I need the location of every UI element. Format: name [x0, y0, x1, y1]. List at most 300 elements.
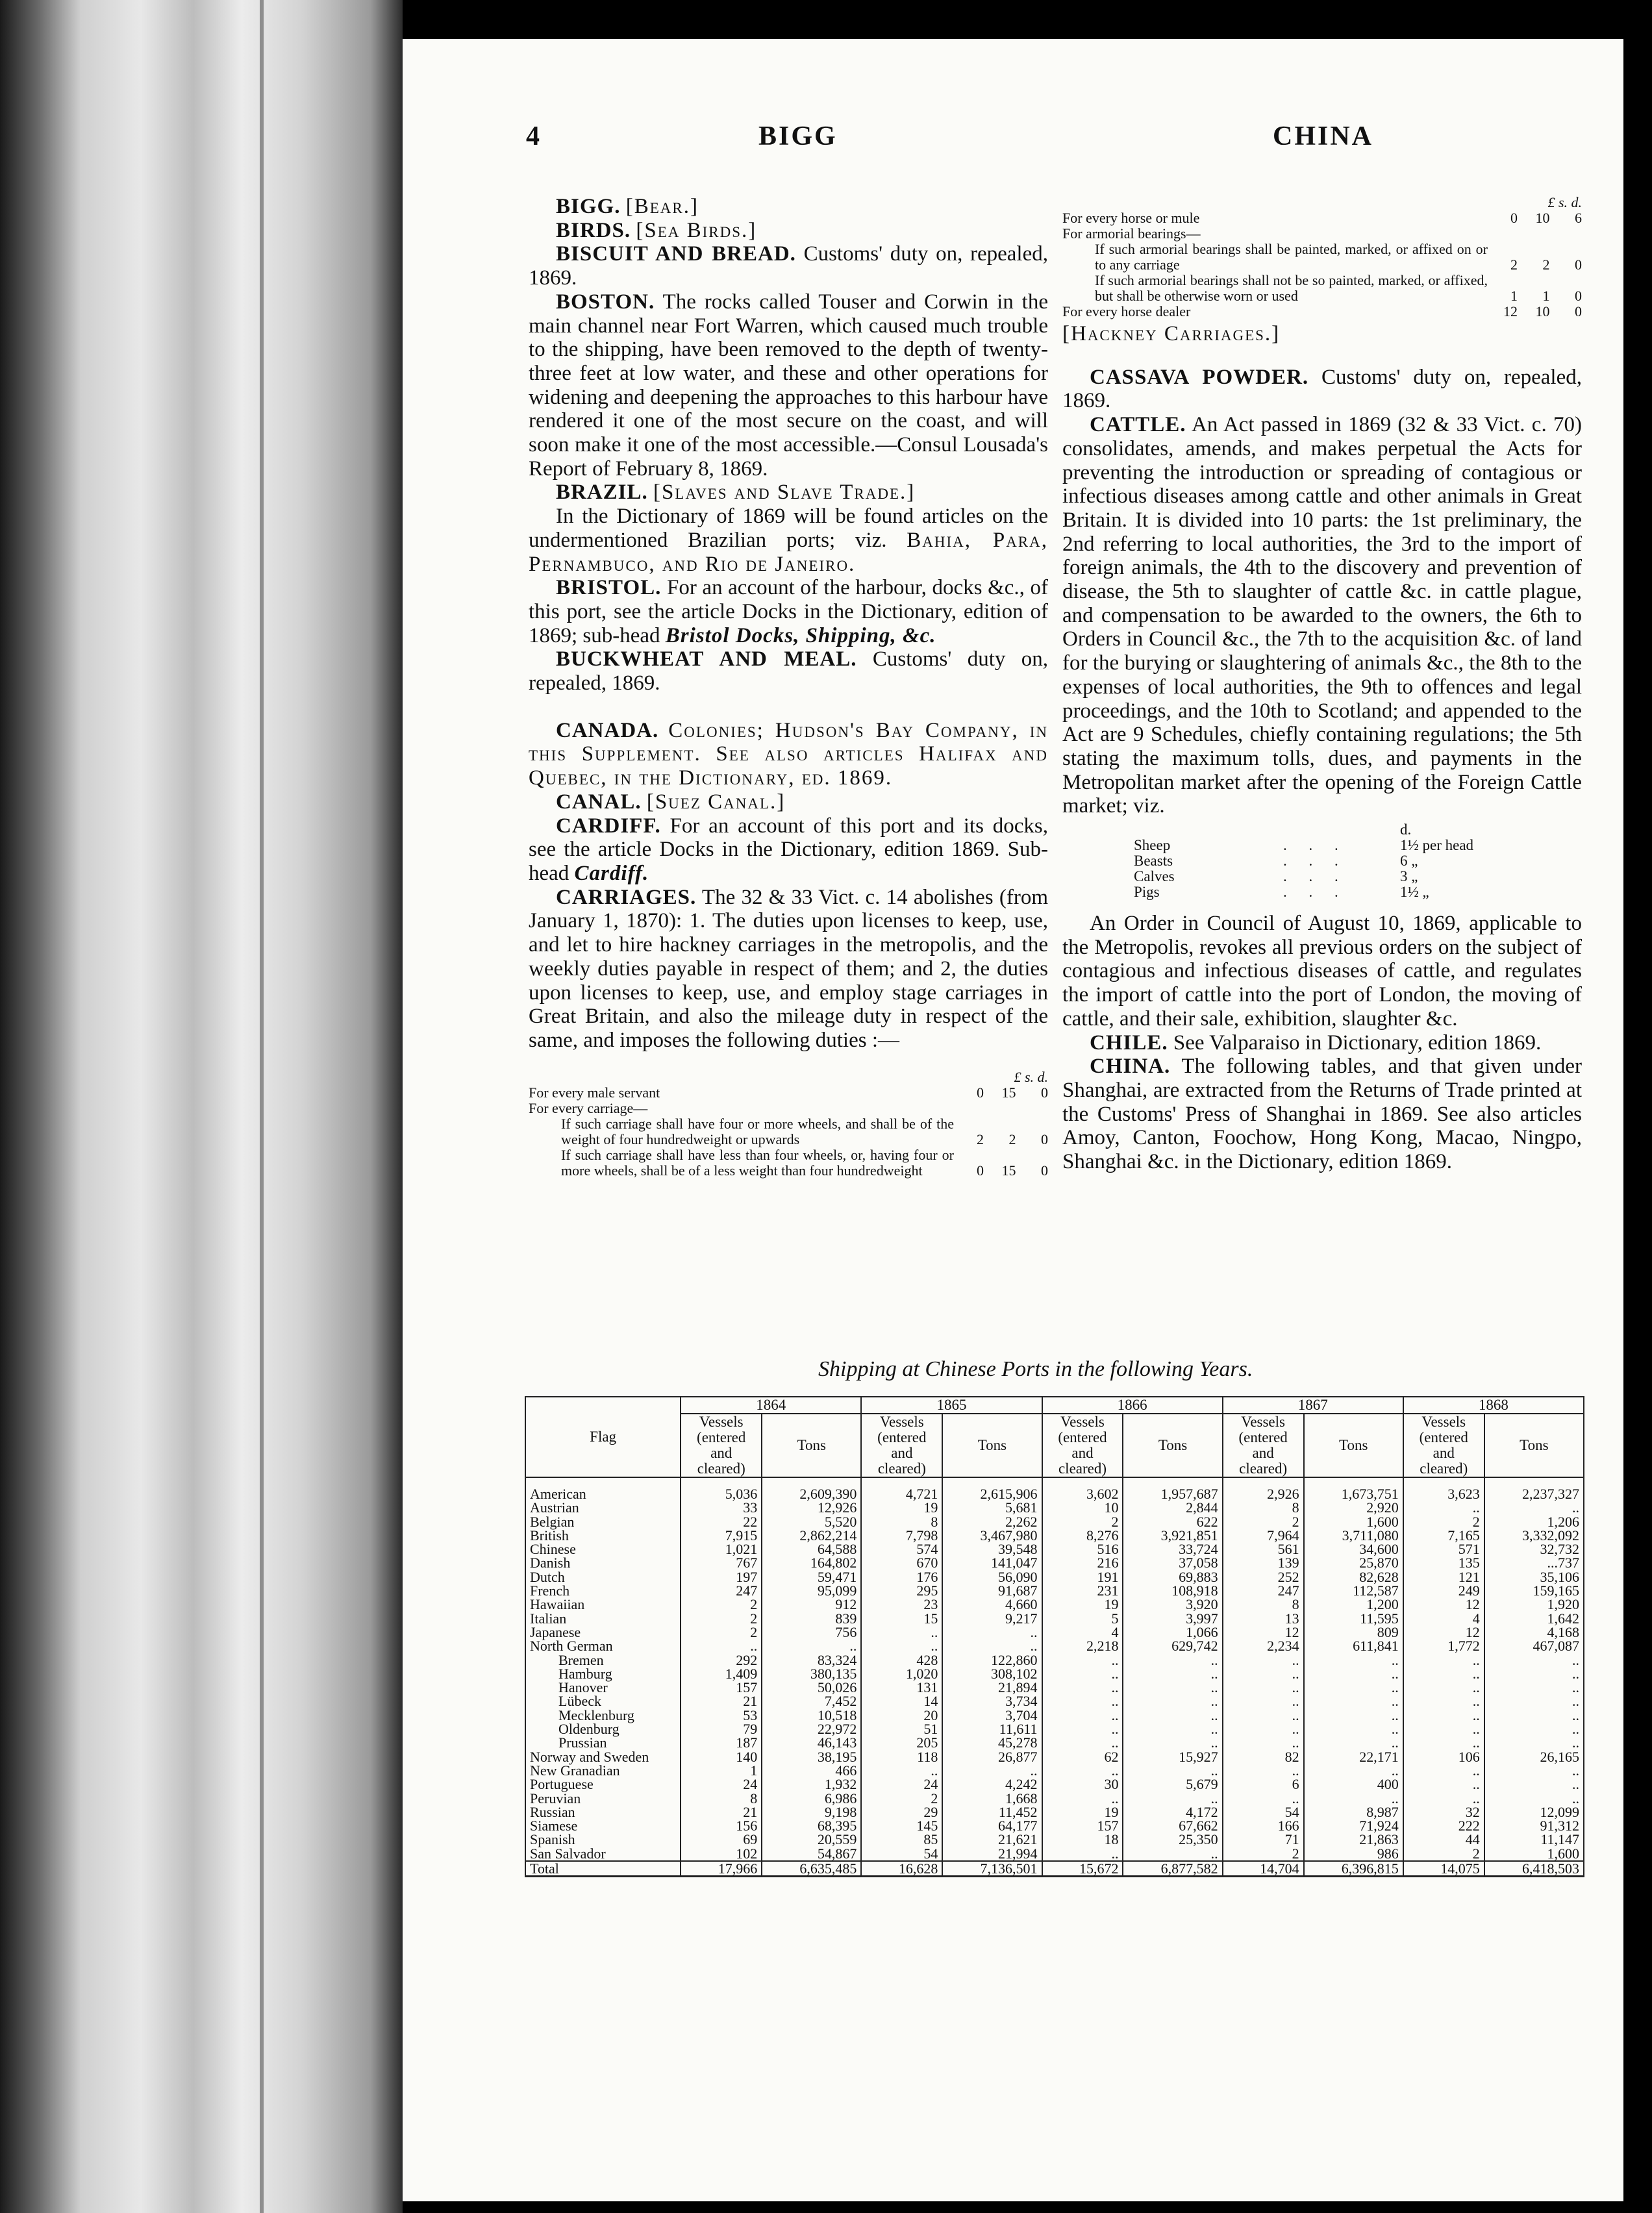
- flag-header: Flag: [525, 1397, 681, 1477]
- fee-pence: 0: [1575, 256, 1582, 273]
- fee-label: For every horse dealer: [1062, 303, 1191, 319]
- port-list: Bahia, Para, Pernambuco, and Rio de Janeiro.: [529, 528, 1049, 576]
- flag-cell: North German: [525, 1639, 681, 1653]
- tons-cell: ..: [1304, 1764, 1403, 1777]
- entry-cardiff: [529, 814, 1048, 886]
- vessels-cell: 2: [861, 1792, 942, 1805]
- vessels-cell: 13: [1223, 1612, 1304, 1625]
- vessels-cell: 102: [681, 1847, 762, 1861]
- year-header: 1868: [1403, 1397, 1584, 1414]
- entry-head: CHINA.: [1090, 1055, 1171, 1079]
- tons-cell: 33,724: [1123, 1542, 1222, 1556]
- entry-birds: [529, 219, 1048, 243]
- vessels-cell: 20: [861, 1708, 942, 1722]
- vessels-header: Vessels (entered and cleared): [1042, 1414, 1123, 1477]
- shipping-table: [525, 1396, 1584, 1877]
- tons-cell: 6,877,582: [1123, 1861, 1222, 1877]
- tons-cell: 11,147: [1484, 1832, 1584, 1846]
- entry-subhead: Bristol Docks, Shipping, &c.: [665, 623, 936, 647]
- tons-cell: ..: [942, 1764, 1042, 1777]
- tons-cell: 54,867: [762, 1847, 861, 1861]
- fee-row: [529, 1116, 1048, 1147]
- market-rates-table: [1134, 822, 1497, 900]
- vessels-cell: 118: [861, 1750, 942, 1764]
- fee-row: [529, 1085, 1048, 1101]
- vessels-cell: 3,602: [1042, 1477, 1123, 1501]
- vessels-cell: ..: [861, 1625, 942, 1639]
- vessels-cell: 7,915: [681, 1529, 762, 1542]
- rate-animal: Calves: [1134, 868, 1175, 885]
- tons-cell: ..: [1123, 1847, 1222, 1861]
- table-row: [525, 1570, 1584, 1584]
- vessels-cell: 166: [1223, 1819, 1304, 1832]
- vessels-cell: 574: [861, 1542, 942, 1556]
- vessels-cell: 10: [1042, 1501, 1123, 1514]
- vessels-cell: ..: [1223, 1722, 1304, 1736]
- year-header: 1867: [1223, 1397, 1403, 1414]
- tons-cell: 20,559: [762, 1832, 861, 1846]
- table-row: [525, 1777, 1584, 1791]
- shipping-table-body: [525, 1477, 1584, 1877]
- entry-brazil: [529, 481, 1048, 505]
- flag-cell: Spanish: [525, 1832, 681, 1846]
- vessels-cell: 2,234: [1223, 1639, 1304, 1653]
- vessels-cell: 205: [861, 1736, 942, 1749]
- tons-cell: 2,615,906: [942, 1477, 1042, 1501]
- vessels-cell: 24: [861, 1777, 942, 1791]
- vessels-cell: 670: [861, 1556, 942, 1569]
- tons-cell: ..: [1123, 1694, 1222, 1708]
- tons-cell: ..: [1484, 1722, 1584, 1736]
- tons-cell: 2,862,214: [762, 1529, 861, 1542]
- flag-cell: Bremen: [525, 1653, 681, 1667]
- vessels-cell: 231: [1042, 1584, 1123, 1597]
- tons-cell: 1,206: [1484, 1515, 1584, 1529]
- tons-cell: 7,452: [762, 1694, 861, 1708]
- table-row: [525, 1529, 1584, 1542]
- entry-text: The 32 & 33 Vict. c. 14 abolishes (from January 1, 1870): 1. The duties upon licenses to keep, use, and let to hire hackney carriages in the metropolis, and the weekly duties payable in respect of them; and 2, the duties upon licenses to keep, use, and employ stage carriages in Great Britain, and also the mileage duty in respect of the same, and imposes the following duties :—: [529, 885, 1048, 1052]
- tons-cell: 380,135: [762, 1667, 861, 1681]
- cross-reference: [Sea Birds.]: [636, 218, 757, 242]
- vessels-cell: 157: [1042, 1819, 1123, 1832]
- tons-cell: 3,711,080: [1304, 1529, 1403, 1542]
- tons-header: Tons: [1484, 1414, 1584, 1477]
- vessels-cell: ..: [1403, 1501, 1484, 1514]
- vessels-cell: 561: [1223, 1542, 1304, 1556]
- tons-cell: 9,198: [762, 1805, 861, 1819]
- entry-head: BRISTOL.: [556, 576, 662, 600]
- vessels-cell: 12: [1403, 1597, 1484, 1611]
- vessels-cell: 295: [861, 1584, 942, 1597]
- tons-cell: 308,102: [942, 1667, 1042, 1681]
- year-header: 1866: [1042, 1397, 1223, 1414]
- rate-animal: Beasts: [1134, 853, 1173, 869]
- vessels-cell: 249: [1403, 1584, 1484, 1597]
- tons-cell: 21,863: [1304, 1832, 1403, 1846]
- vessels-cell: 21: [681, 1805, 762, 1819]
- tons-cell: 15,927: [1123, 1750, 1222, 1764]
- entry-hackney-ref: [1062, 322, 1582, 346]
- tons-cell: 6,986: [762, 1792, 861, 1805]
- entry-china: [1062, 1055, 1582, 1174]
- tons-cell: ..: [1484, 1792, 1584, 1805]
- tons-cell: 986: [1304, 1847, 1403, 1861]
- flag-cell: British: [525, 1529, 681, 1542]
- rate-animal: Pigs: [1134, 884, 1160, 901]
- entry-canal: [529, 790, 1048, 814]
- vessels-cell: ..: [1042, 1722, 1123, 1736]
- flag-cell: Total: [525, 1861, 681, 1877]
- vessels-cell: ..: [1223, 1667, 1304, 1681]
- vessels-cell: 53: [681, 1708, 762, 1722]
- tons-cell: 26,165: [1484, 1750, 1584, 1764]
- entry-bigg: [529, 195, 1048, 219]
- flag-cell: Belgian: [525, 1515, 681, 1529]
- vessels-cell: ..: [1042, 1708, 1123, 1722]
- fee-pounds: 2: [977, 1131, 984, 1147]
- tons-cell: 108,918: [1123, 1584, 1222, 1597]
- vessels-cell: ..: [1403, 1681, 1484, 1694]
- tons-cell: ..: [1123, 1708, 1222, 1722]
- tons-cell: 4,242: [942, 1777, 1042, 1791]
- fee-pounds: 1: [1510, 288, 1518, 304]
- fee-label: If such carriage shall have less than four wheels, or, having four or more wheels, shall be of a less weight than four hundredweight: [561, 1146, 954, 1179]
- vessels-cell: ..: [1042, 1792, 1123, 1805]
- table-row: [525, 1736, 1584, 1749]
- vessels-cell: 767: [681, 1556, 762, 1569]
- vessels-cell: 14: [861, 1694, 942, 1708]
- entry-text: Colonies; Hudson's Bay Company, in this Supplement. See also articles Halifax and Quebec, in the Dictionary, ed. 1869.: [529, 718, 1049, 790]
- vessels-cell: 2: [1403, 1515, 1484, 1529]
- tons-cell: 8,987: [1304, 1805, 1403, 1819]
- vessels-cell: 30: [1042, 1777, 1123, 1791]
- vessels-cell: 1,409: [681, 1667, 762, 1681]
- entry-head: CHILE.: [1090, 1031, 1168, 1055]
- right-column: [1062, 195, 1582, 1174]
- vessels-cell: ..: [681, 1639, 762, 1653]
- vessels-cell: 7,798: [861, 1529, 942, 1542]
- vessels-cell: 2,926: [1223, 1477, 1304, 1501]
- fee-pence: 0: [1041, 1131, 1048, 1147]
- carriage-duties-table: [529, 1069, 1048, 1179]
- fee-label: For every horse or mule: [1062, 210, 1200, 226]
- vessels-cell: 23: [861, 1597, 942, 1611]
- vessels-cell: 2: [1042, 1515, 1123, 1529]
- fee-pence: 0: [1575, 288, 1582, 304]
- fee-shillings: 10: [1535, 210, 1550, 226]
- tons-cell: 3,997: [1123, 1612, 1222, 1625]
- table-row: [525, 1501, 1584, 1514]
- vessels-cell: 187: [681, 1736, 762, 1749]
- table-row: [525, 1764, 1584, 1777]
- tons-cell: ..: [1484, 1708, 1584, 1722]
- vessels-cell: 5: [1042, 1612, 1123, 1625]
- vessels-cell: 62: [1042, 1750, 1123, 1764]
- entry-head: BIGG.: [556, 195, 621, 218]
- table-row: [525, 1639, 1584, 1653]
- tons-cell: ..: [1123, 1722, 1222, 1736]
- vessels-header: Vessels (entered and cleared): [1223, 1414, 1304, 1477]
- flag-cell: Mecklenburg: [525, 1708, 681, 1722]
- flag-cell: Chinese: [525, 1542, 681, 1556]
- table-row: [525, 1477, 1584, 1501]
- vessels-cell: 16,628: [861, 1861, 942, 1877]
- fee-pounds: 12: [1503, 303, 1518, 319]
- vessels-cell: ..: [1042, 1667, 1123, 1681]
- vessels-cell: ..: [861, 1764, 942, 1777]
- fees-header: £ s. d.: [1547, 194, 1582, 210]
- vessels-cell: 292: [681, 1653, 762, 1667]
- entry-subhead: Cardiff.: [574, 861, 649, 885]
- vessels-cell: 4,721: [861, 1477, 942, 1501]
- tons-cell: ..: [1304, 1722, 1403, 1736]
- flag-cell: Peruvian: [525, 1792, 681, 1805]
- entry-head: CANADA.: [556, 718, 659, 742]
- flag-cell: Hawaiian: [525, 1597, 681, 1611]
- vessels-cell: ..: [1223, 1736, 1304, 1749]
- fee-row: [529, 1101, 1048, 1116]
- tons-cell: 756: [762, 1625, 861, 1639]
- vessels-cell: 2: [681, 1597, 762, 1611]
- vessels-cell: ..: [1042, 1847, 1123, 1861]
- vessels-cell: 19: [1042, 1805, 1123, 1819]
- table-row: [525, 1792, 1584, 1805]
- tons-cell: 39,548: [942, 1542, 1042, 1556]
- fee-label: If such armorial bearings shall be painted, marked, or affixed on or to any carriage: [1095, 241, 1488, 273]
- vessels-cell: 3,623: [1403, 1477, 1484, 1501]
- entry-head: CARRIAGES.: [556, 885, 697, 909]
- tons-cell: 839: [762, 1612, 861, 1625]
- entry-head: BRAZIL.: [556, 481, 648, 505]
- vessels-cell: 2: [681, 1625, 762, 1639]
- vessels-cell: 216: [1042, 1556, 1123, 1569]
- table-row: [525, 1694, 1584, 1708]
- tons-cell: ..: [1123, 1792, 1222, 1805]
- fee-pounds: 0: [977, 1162, 984, 1179]
- tons-cell: 4,172: [1123, 1805, 1222, 1819]
- vessels-cell: 2: [1223, 1515, 1304, 1529]
- tons-cell: 21,994: [942, 1847, 1042, 1861]
- flag-cell: Austrian: [525, 1501, 681, 1514]
- tons-cell: 3,704: [942, 1708, 1042, 1722]
- fee-pounds: 0: [977, 1084, 984, 1101]
- vessels-cell: 197: [681, 1570, 762, 1584]
- table-row: [525, 1542, 1584, 1556]
- cross-reference: [Bear.]: [625, 195, 699, 218]
- vessels-cell: 8: [681, 1792, 762, 1805]
- table-row: [525, 1750, 1584, 1764]
- vessels-cell: 131: [861, 1681, 942, 1694]
- rate-row: Pigs . . . 1½ „: [1134, 884, 1497, 900]
- fee-row: [1062, 273, 1582, 304]
- tons-cell: 112,587: [1304, 1584, 1403, 1597]
- table-row: [525, 1708, 1584, 1722]
- vessels-cell: 14,075: [1403, 1861, 1484, 1877]
- vessels-cell: 29: [861, 1805, 942, 1819]
- tons-cell: 10,518: [762, 1708, 861, 1722]
- rate-animal: Sheep: [1134, 837, 1171, 854]
- tons-cell: 11,595: [1304, 1612, 1403, 1625]
- entry-biscuit: [529, 242, 1048, 290]
- fee-shillings: 2: [1008, 1131, 1016, 1147]
- vessels-cell: 51: [861, 1722, 942, 1736]
- tons-cell: ..: [1484, 1667, 1584, 1681]
- tons-cell: 2,844: [1123, 1501, 1222, 1514]
- entry-carriages: [529, 886, 1048, 1053]
- table-row: [525, 1653, 1584, 1667]
- vessels-cell: 32: [1403, 1805, 1484, 1819]
- vessels-cell: 121: [1403, 1570, 1484, 1584]
- tons-cell: 141,047: [942, 1556, 1042, 1569]
- flag-cell: Oldenburg: [525, 1722, 681, 1736]
- vessels-cell: 8: [1223, 1501, 1304, 1514]
- entry-text: An Order in Council of August 10, 1869, applicable to the Metropolis, revokes all previous orders on the subject of contagious and infectious diseases of cattle, and regulates the import of cattle into the port of London, the moving of cattle, and their sale, exhibition, slaughter &c.: [1062, 912, 1582, 1031]
- vessels-cell: 19: [1042, 1597, 1123, 1611]
- tons-cell: ..: [1123, 1667, 1222, 1681]
- vessels-cell: 571: [1403, 1542, 1484, 1556]
- tons-cell: 83,324: [762, 1653, 861, 1667]
- tons-cell: 400: [1304, 1777, 1403, 1791]
- tons-cell: 1,668: [942, 1792, 1042, 1805]
- tons-cell: 6,635,485: [762, 1861, 861, 1877]
- tons-cell: 91,312: [1484, 1819, 1584, 1832]
- vessels-cell: 82: [1223, 1750, 1304, 1764]
- tons-cell: ...737: [1484, 1556, 1584, 1569]
- tons-cell: 1,920: [1484, 1597, 1584, 1611]
- vessels-cell: ..: [1403, 1722, 1484, 1736]
- year-header: 1864: [681, 1397, 861, 1414]
- tons-cell: ..: [1304, 1708, 1403, 1722]
- tons-cell: 21,894: [942, 1681, 1042, 1694]
- tons-cell: 25,870: [1304, 1556, 1403, 1569]
- flag-cell: Prussian: [525, 1736, 681, 1749]
- vessels-cell: ..: [1403, 1736, 1484, 1749]
- table-row: [525, 1832, 1584, 1846]
- entry-order: [1062, 912, 1582, 1031]
- fee-pence: 0: [1041, 1084, 1048, 1101]
- table-row: [525, 1556, 1584, 1569]
- vessels-cell: 156: [681, 1819, 762, 1832]
- vessels-cell: 4: [1403, 1612, 1484, 1625]
- entry-head: BOSTON.: [556, 290, 655, 314]
- fee-shillings: 10: [1535, 303, 1550, 319]
- vessels-cell: 4: [1042, 1625, 1123, 1639]
- flag-cell: Japanese: [525, 1625, 681, 1639]
- tons-cell: 912: [762, 1597, 861, 1611]
- vessels-cell: ..: [1223, 1681, 1304, 1694]
- vessels-cell: 8: [1223, 1597, 1304, 1611]
- running-head-left: BIGG: [758, 121, 838, 151]
- vessels-cell: 5,036: [681, 1477, 762, 1501]
- tons-cell: ..: [1304, 1736, 1403, 1749]
- tons-cell: 69,883: [1123, 1570, 1222, 1584]
- entry-cattle: [1062, 413, 1582, 818]
- vessels-cell: 44: [1403, 1832, 1484, 1846]
- rate-value: 3 „: [1400, 868, 1418, 885]
- tons-cell: 3,920: [1123, 1597, 1222, 1611]
- tons-cell: ..: [1304, 1667, 1403, 1681]
- tons-cell: 1,200: [1304, 1597, 1403, 1611]
- vessels-cell: ..: [1042, 1694, 1123, 1708]
- tons-cell: 3,734: [942, 1694, 1042, 1708]
- fee-row: [529, 1147, 1048, 1179]
- tons-cell: ..: [1123, 1653, 1222, 1667]
- tons-cell: 4,168: [1484, 1625, 1584, 1639]
- tons-cell: 164,802: [762, 1556, 861, 1569]
- rate-value: 6 „: [1400, 853, 1418, 869]
- tons-cell: ..: [762, 1639, 861, 1653]
- tons-cell: 2,237,327: [1484, 1477, 1584, 1501]
- fee-shillings: 2: [1542, 256, 1550, 273]
- table-row: [525, 1819, 1584, 1832]
- entry-head: BUCKWHEAT AND MEAL.: [556, 647, 857, 671]
- vessels-cell: 2: [681, 1612, 762, 1625]
- vessels-cell: 157: [681, 1681, 762, 1694]
- entry-text: See Valparaiso in Dictionary, edition 1869.: [1173, 1031, 1542, 1055]
- entry-canada: [529, 719, 1048, 790]
- vessels-cell: 1: [681, 1764, 762, 1777]
- tons-header: Tons: [1304, 1414, 1403, 1477]
- vessels-cell: 15,672: [1042, 1861, 1123, 1877]
- vessels-cell: 18: [1042, 1832, 1123, 1846]
- vessels-cell: 7,165: [1403, 1529, 1484, 1542]
- tons-cell: 95,099: [762, 1584, 861, 1597]
- entry-text: For an account of this port and its docks, see the article Docks in the Dictionary, edition 1869. Sub-head: [529, 814, 1048, 885]
- vessels-cell: ..: [1223, 1708, 1304, 1722]
- tons-cell: ..: [1123, 1681, 1222, 1694]
- vessels-cell: ..: [1403, 1694, 1484, 1708]
- rate-row: Beasts . . . 6 „: [1134, 853, 1497, 869]
- tons-cell: 6,418,503: [1484, 1861, 1584, 1877]
- rate-row: Calves . . . 3 „: [1134, 869, 1497, 884]
- tons-cell: 45,278: [942, 1736, 1042, 1749]
- vessels-cell: ..: [1223, 1792, 1304, 1805]
- vessels-cell: 516: [1042, 1542, 1123, 1556]
- vessels-cell: 8: [861, 1515, 942, 1529]
- entry-bristol: [529, 576, 1048, 647]
- table-row: [525, 1515, 1584, 1529]
- vessels-cell: 12: [1403, 1625, 1484, 1639]
- tons-cell: 11,611: [942, 1722, 1042, 1736]
- tons-cell: 1,642: [1484, 1612, 1584, 1625]
- entry-buckwheat: [529, 647, 1048, 695]
- vessels-cell: 54: [1223, 1805, 1304, 1819]
- tons-cell: 25,350: [1123, 1832, 1222, 1846]
- entry-text: The following tables, and that given under Shanghai, are extracted from the Returns of Trade printed at the Customs' Press of Shanghai in 1869. See also articles Amoy, Canton, Foochow, Hong Kong, Macao, Ningpo, Shanghai &c. in the Dictionary, edition 1869.: [1062, 1055, 1583, 1174]
- tons-cell: 1,957,687: [1123, 1477, 1222, 1501]
- vessels-cell: 222: [1403, 1819, 1484, 1832]
- fee-row: [1062, 304, 1582, 319]
- tons-cell: 6,396,815: [1304, 1861, 1403, 1877]
- entry-text: The rocks called Touser and Corwin in the main channel near Fort Warren, which caused much trouble to the shipping, have been removed to the depth of twenty-three feet at low water, and these and other operations for widening and deepening the approaches to this harbour have rendered it one of the most secure on the coast, and will soon make it one of the most accessible.—Consul Lousada's Report of February 8, 1869.: [529, 290, 1048, 481]
- tons-header: Tons: [762, 1414, 861, 1477]
- vessels-cell: 139: [1223, 1556, 1304, 1569]
- flag-cell: Russian: [525, 1805, 681, 1819]
- vessels-cell: ..: [1403, 1792, 1484, 1805]
- table-row: [525, 1667, 1584, 1681]
- flag-cell: Dutch: [525, 1570, 681, 1584]
- entry-text: Customs' duty on, repealed, 1869.: [529, 647, 1048, 695]
- tons-cell: 3,467,980: [942, 1529, 1042, 1542]
- vessels-cell: 24: [681, 1777, 762, 1791]
- entry-text: In the Dictionary of 1869 will be found articles on the undermentioned Brazilian ports; viz.: [529, 505, 1048, 552]
- tons-cell: 622: [1123, 1515, 1222, 1529]
- tons-cell: ..: [1304, 1694, 1403, 1708]
- table-total-row: [525, 1861, 1584, 1877]
- fee-pence: 0: [1575, 303, 1582, 319]
- fee-label: For every carriage—: [529, 1099, 648, 1116]
- tons-cell: ..: [1484, 1777, 1584, 1791]
